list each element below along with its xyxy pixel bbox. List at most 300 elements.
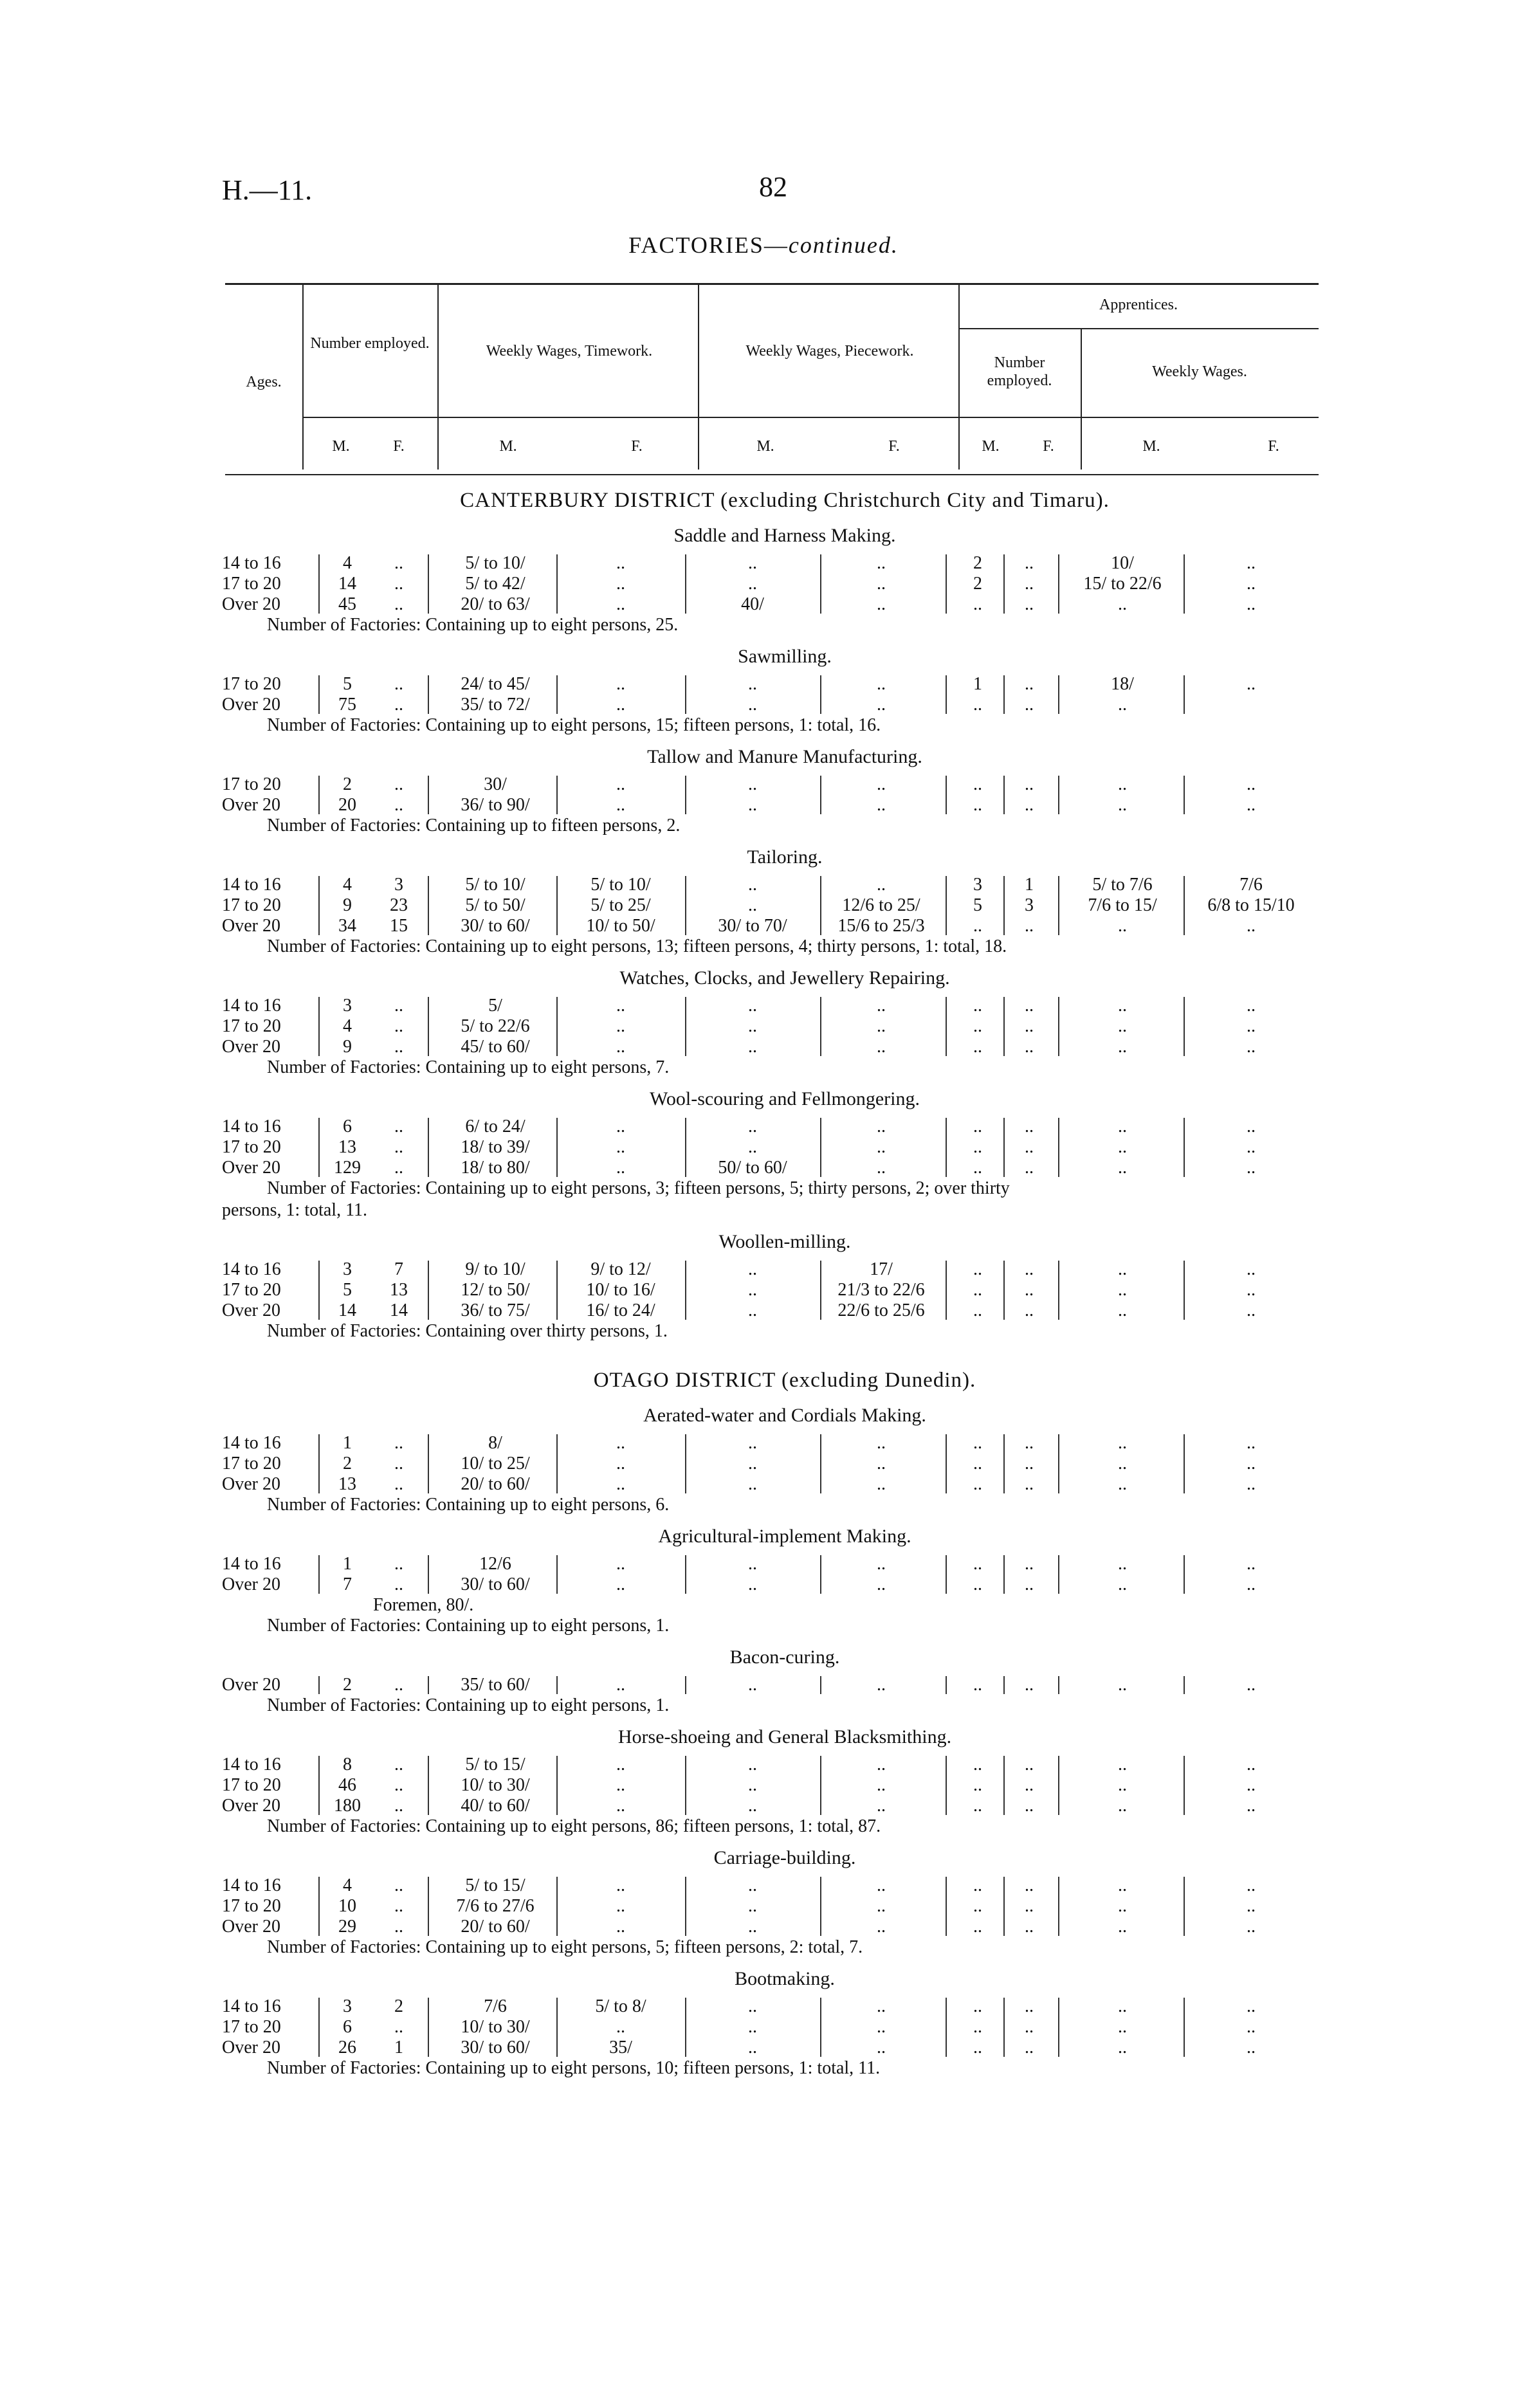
table-cell: 2 (343, 1454, 352, 1473)
col-apprentices-number: Number employed. (987, 354, 1052, 389)
table-cell: .. (1247, 1917, 1256, 1937)
table-cell: Over 20 (222, 2038, 280, 2057)
table-cell: .. (877, 2017, 886, 2037)
table-cell: .. (748, 1755, 757, 1774)
table-cell: .. (877, 1137, 886, 1157)
table-cell: .. (1118, 1158, 1127, 1178)
table-row (222, 1796, 1348, 1816)
table-cell: .. (1118, 1280, 1127, 1300)
column-rule (556, 1555, 558, 1594)
column-rule (1003, 1756, 1005, 1815)
table-cell: .. (394, 594, 403, 614)
table-cell: 12/6 (479, 1554, 511, 1574)
col-ages: Ages. (246, 374, 282, 390)
table-row (222, 1917, 1348, 1937)
column-rule (318, 776, 320, 814)
column-rule (1003, 1118, 1005, 1177)
table-cell: 180 (334, 1796, 361, 1816)
table-cell: 3 (343, 996, 352, 1016)
table-cell: .. (616, 1158, 625, 1178)
header-divider (437, 283, 439, 470)
factories-note: Number of Factories: Containing up to eight persons, 6. (267, 1495, 670, 1515)
column-rule (946, 876, 947, 935)
table-cell: .. (748, 2017, 757, 2037)
col-m: M. (756, 438, 774, 455)
table-cell: .. (748, 774, 757, 794)
table-cell: .. (877, 1796, 886, 1816)
table-cell: .. (1247, 1996, 1256, 2016)
table-cell: .. (973, 1675, 982, 1695)
table-cell: 5/ to 10/ (465, 553, 526, 573)
col-m: M. (1142, 438, 1160, 455)
table-cell: .. (1025, 1259, 1034, 1279)
table-cell: 1 (343, 1554, 352, 1574)
column-rule (685, 997, 686, 1056)
table-cell: .. (1247, 1775, 1256, 1795)
column-rule (1184, 776, 1185, 814)
table-cell: .. (1025, 1474, 1034, 1494)
table-cell: .. (1118, 1300, 1127, 1320)
table-cell: .. (616, 2017, 625, 2037)
column-rule (1058, 1434, 1059, 1493)
table-cell: 14 to 16 (222, 1117, 281, 1136)
col-f: F. (393, 438, 405, 455)
column-header (225, 283, 1319, 476)
table-cell: .. (877, 1574, 886, 1594)
table-cell: .. (973, 1796, 982, 1816)
table-cell: 15 (390, 916, 408, 936)
table-cell: .. (1247, 1454, 1256, 1473)
column-rule (318, 997, 320, 1056)
table-cell: 30/ to 70/ (718, 916, 787, 936)
table-cell: .. (1247, 1875, 1256, 1895)
table-cell: .. (394, 1755, 403, 1774)
table-cell: .. (1025, 1433, 1034, 1453)
table-cell: 14 (338, 1300, 356, 1320)
table-cell: .. (877, 1117, 886, 1136)
table-cell: 14 (390, 1300, 408, 1320)
table-row (222, 875, 1348, 895)
table-cell: 10/ to 16/ (586, 1280, 655, 1300)
table-cell: 18/ (1111, 674, 1134, 694)
table-cell: 3 (1025, 895, 1034, 915)
table-cell: 17 to 20 (222, 2017, 281, 2037)
column-rule (1058, 554, 1059, 614)
table-cell: 5/ to 8/ (595, 1996, 646, 2016)
table-cell: .. (1118, 1433, 1127, 1453)
table-cell: .. (1247, 1037, 1256, 1057)
table-cell: 17 to 20 (222, 1137, 281, 1157)
column-rule (685, 1434, 686, 1493)
table-cell: 14 to 16 (222, 996, 281, 1016)
table-cell: .. (394, 1796, 403, 1816)
table-cell: 1 (1025, 875, 1034, 895)
table-cell: .. (1118, 695, 1127, 715)
table-cell: .. (394, 1158, 403, 1178)
header-divider (958, 283, 960, 470)
table-cell: Over 20 (222, 1474, 280, 1494)
table-cell: Over 20 (222, 695, 280, 715)
table-cell: .. (973, 1454, 982, 1473)
table-cell: .. (1247, 916, 1256, 936)
table-cell: .. (973, 1917, 982, 1937)
column-rule (946, 997, 947, 1056)
table-cell: .. (877, 1454, 886, 1473)
table-row (222, 1574, 1348, 1595)
trade-heading: Agricultural-implement Making. (658, 1526, 911, 1547)
table-cell: .. (1118, 1917, 1127, 1937)
factories-note: Number of Factories: Containing up to eight persons, 15; fifteen persons, 1: total, 16. (267, 715, 881, 735)
table-cell: .. (394, 1574, 403, 1594)
table-cell: .. (973, 1259, 982, 1279)
column-rule (318, 1676, 320, 1694)
table-row (222, 1554, 1348, 1574)
column-rule (685, 1676, 686, 1694)
trade-heading: Sawmilling. (738, 646, 832, 667)
column-rule (1003, 1998, 1005, 2057)
table-cell: .. (394, 1896, 403, 1916)
table-cell: .. (1118, 1137, 1127, 1157)
column-rule (428, 1118, 429, 1177)
table-cell: .. (877, 1896, 886, 1916)
column-rule (428, 876, 429, 935)
table-cell: .. (1025, 1755, 1034, 1774)
column-rule (820, 1261, 821, 1320)
table-cell: 10/ (1111, 553, 1134, 573)
table-cell: 2 (973, 553, 982, 573)
table-row (222, 1037, 1348, 1057)
table-cell: .. (748, 1474, 757, 1494)
table-cell: .. (748, 795, 757, 815)
factories-note: Number of Factories: Containing up to eight persons, 86; fifteen persons, 1: total, 87. (267, 1816, 881, 1836)
table-cell: .. (1118, 1117, 1127, 1136)
table-cell: .. (877, 1016, 886, 1036)
col-f: F. (1268, 438, 1279, 455)
table-cell: .. (748, 996, 757, 1016)
table-cell: .. (394, 1675, 403, 1695)
column-rule (428, 776, 429, 814)
table-cell: .. (616, 1917, 625, 1937)
table-cell: 9/ to 12/ (590, 1259, 651, 1279)
table-cell: .. (1247, 1755, 1256, 1774)
table-cell: 12/6 to 25/ (842, 895, 920, 915)
table-cell: 35/ to 60/ (461, 1675, 530, 1695)
column-rule (1003, 1676, 1005, 1694)
table-cell: .. (877, 1675, 886, 1695)
table-cell: .. (1025, 1917, 1034, 1937)
table-cell: .. (1118, 916, 1127, 936)
table-cell: .. (1025, 1137, 1034, 1157)
column-rule (946, 1261, 947, 1320)
table-cell: .. (973, 996, 982, 1016)
table-cell: 9/ to 10/ (465, 1259, 526, 1279)
table-row (222, 1675, 1348, 1695)
table-cell: .. (1118, 1896, 1127, 1916)
table-cell: 7/6 (1239, 875, 1263, 895)
column-rule (685, 1118, 686, 1177)
table-cell: 4 (343, 1875, 352, 1895)
table-cell: 6 (343, 1117, 352, 1136)
column-rule (1003, 876, 1005, 935)
table-cell: .. (1025, 2017, 1034, 2037)
table-cell: .. (748, 2038, 757, 2057)
column-rule (428, 1877, 429, 1936)
column-rule (820, 675, 821, 714)
table-row (222, 1259, 1348, 1280)
table-cell: .. (616, 1137, 625, 1157)
table-cell: 5/ to 7/6 (1092, 875, 1153, 895)
column-rule (685, 675, 686, 714)
table-cell: 24/ to 45/ (461, 674, 530, 694)
table-cell: 5/ to 15/ (465, 1755, 526, 1774)
table-cell: .. (1247, 1259, 1256, 1279)
table-row (222, 553, 1348, 574)
table-cell: .. (1118, 1259, 1127, 1279)
column-rule (946, 1877, 947, 1936)
table-cell: .. (394, 1037, 403, 1057)
table-cell: .. (616, 1755, 625, 1774)
table-cell: .. (877, 795, 886, 815)
table-cell: Over 20 (222, 1037, 280, 1057)
table-cell: .. (1025, 1300, 1034, 1320)
table-cell: 14 to 16 (222, 875, 281, 895)
column-rule (428, 1261, 429, 1320)
table-cell: .. (616, 1896, 625, 1916)
column-rule (820, 554, 821, 614)
table-cell: .. (394, 1433, 403, 1453)
column-rule (318, 1756, 320, 1815)
table-cell: 1 (973, 674, 982, 694)
table-cell: .. (748, 1896, 757, 1916)
table-cell: 20/ to 60/ (461, 1917, 530, 1937)
table-cell: .. (1247, 553, 1256, 573)
table-cell: 5/ to 10/ (465, 875, 526, 895)
table-cell: 20/ to 63/ (461, 594, 530, 614)
table-row (222, 1016, 1348, 1037)
factories-note: Number of Factories: Containing up to fifteen persons, 2. (267, 816, 681, 835)
table-cell: .. (1247, 774, 1256, 794)
column-rule (1058, 675, 1059, 714)
table-cell: .. (973, 2038, 982, 2057)
column-rule (820, 997, 821, 1056)
table-row (222, 795, 1348, 816)
table-cell: .. (1247, 2038, 1256, 2057)
column-rule (685, 554, 686, 614)
column-rule (318, 1261, 320, 1320)
table-cell: 18/ to 39/ (461, 1137, 530, 1157)
column-rule (428, 554, 429, 614)
column-rule (556, 1676, 558, 1694)
table-cell: .. (1118, 1755, 1127, 1774)
table-cell: 8/ (488, 1433, 502, 1453)
table-row (222, 1280, 1348, 1300)
column-rule (318, 1434, 320, 1493)
table-row (222, 1433, 1348, 1454)
table-cell: .. (748, 695, 757, 715)
column-rule (685, 1998, 686, 2057)
table-cell: .. (1118, 1675, 1127, 1695)
table-cell: .. (1247, 2017, 1256, 2037)
table-cell: .. (394, 1474, 403, 1494)
column-rule (685, 1261, 686, 1320)
column-rule (946, 1118, 947, 1177)
table-cell: 17/ (870, 1259, 893, 1279)
table-cell: 45 (338, 594, 356, 614)
trade-heading: Tailoring. (747, 846, 823, 868)
table-cell: .. (1118, 1796, 1127, 1816)
table-cell: .. (877, 674, 886, 694)
table-row (222, 574, 1348, 594)
table-cell: 10/ to 50/ (586, 916, 655, 936)
table-cell: .. (973, 1158, 982, 1178)
table-cell: .. (1118, 1454, 1127, 1473)
column-rule (820, 1434, 821, 1493)
table-row (222, 774, 1348, 795)
table-cell: 1 (343, 1433, 352, 1453)
table-cell: 9 (343, 1037, 352, 1057)
col-f: F. (631, 438, 643, 455)
column-rule (428, 1676, 429, 1694)
table-cell: .. (748, 674, 757, 694)
table-row (222, 1474, 1348, 1495)
table-cell: .. (1025, 1117, 1034, 1136)
table-cell: .. (1118, 1474, 1127, 1494)
table-cell: .. (973, 1433, 982, 1453)
table-cell: .. (877, 996, 886, 1016)
header-top-rule (225, 283, 1319, 285)
column-rule (820, 1676, 821, 1694)
column-rule (1184, 1676, 1185, 1694)
table-cell: .. (748, 1117, 757, 1136)
table-cell: 4 (343, 553, 352, 573)
table-cell: 75 (338, 695, 356, 715)
factories-note: Number of Factories: Containing up to eight persons, 1. (267, 1695, 670, 1715)
table-cell: Over 20 (222, 1917, 280, 1937)
table-cell: 46 (338, 1775, 356, 1795)
table-cell: 7 (343, 1574, 352, 1594)
table-cell: .. (616, 1117, 625, 1136)
table-cell: Over 20 (222, 795, 280, 815)
table-cell: .. (973, 695, 982, 715)
table-cell: .. (616, 1796, 625, 1816)
table-cell: .. (1118, 1554, 1127, 1574)
table-cell: .. (1025, 553, 1034, 573)
col-f: F. (1043, 438, 1054, 455)
table-cell: 35/ to 72/ (461, 695, 530, 715)
page-title (0, 232, 1527, 259)
table-cell: .. (394, 1137, 403, 1157)
table-cell: .. (1025, 1280, 1034, 1300)
table-cell: .. (616, 1433, 625, 1453)
column-rule (556, 997, 558, 1056)
trade-heading: Carriage-building. (713, 1847, 856, 1868)
table-cell: 17 to 20 (222, 674, 281, 694)
trade-heading: Watches, Clocks, and Jewellery Repairing. (619, 967, 950, 989)
table-cell: 23 (390, 895, 408, 915)
table-cell: .. (394, 674, 403, 694)
column-rule (428, 1756, 429, 1815)
table-cell: Over 20 (222, 1300, 280, 1320)
table-cell: .. (877, 553, 886, 573)
table-cell: .. (394, 1917, 403, 1937)
table-cell: .. (1118, 1775, 1127, 1795)
column-rule (820, 1877, 821, 1936)
column-rule (556, 876, 558, 935)
table-cell: .. (1025, 996, 1034, 1016)
table-cell: .. (394, 553, 403, 573)
table-cell: 17 to 20 (222, 1016, 281, 1036)
column-rule (685, 876, 686, 935)
table-cell: .. (1025, 674, 1034, 694)
table-cell: .. (616, 1775, 625, 1795)
column-rule (946, 1434, 947, 1493)
column-rule (428, 1434, 429, 1493)
table-cell: .. (973, 1280, 982, 1300)
table-cell: .. (616, 1474, 625, 1494)
column-rule (946, 675, 947, 714)
page-reference: H.—11. (222, 174, 313, 206)
column-rule (318, 1998, 320, 2057)
column-rule (1003, 776, 1005, 814)
table-cell: .. (394, 795, 403, 815)
column-rule (318, 554, 320, 614)
table-row (222, 996, 1348, 1016)
column-rule (1003, 1261, 1005, 1320)
table-cell: 29 (338, 1917, 356, 1937)
table-row (222, 674, 1348, 695)
column-rule (1184, 1434, 1185, 1493)
table-cell: 17 to 20 (222, 895, 281, 915)
column-rule (1184, 997, 1185, 1056)
table-cell: 26 (338, 2038, 356, 2057)
column-rule (1184, 1998, 1185, 2057)
header-bottom-rule (225, 474, 1319, 475)
table-row (222, 695, 1348, 715)
factories-note: Number of Factories: Containing up to eight persons, 1. (267, 1616, 670, 1636)
column-rule (1184, 876, 1185, 935)
table-cell: 36/ to 75/ (461, 1300, 530, 1320)
trade-heading: Aerated-water and Cordials Making. (643, 1405, 926, 1426)
table-cell: 10/ to 25/ (461, 1454, 530, 1473)
table-cell: .. (877, 1554, 886, 1574)
column-rule (685, 1555, 686, 1594)
table-cell: .. (1247, 1474, 1256, 1494)
table-cell: 15/6 to 25/3 (837, 916, 925, 936)
table-cell: .. (1025, 774, 1034, 794)
table-cell: .. (394, 2017, 403, 2037)
table-cell: .. (748, 1037, 757, 1057)
table-cell: .. (973, 774, 982, 794)
table-cell: 7/6 to 15/ (1088, 895, 1157, 915)
factories-note: Number of Factories: Containing up to eight persons, 13; fifteen persons, 4; thirty persons, 1: total, 18. (267, 936, 1007, 956)
column-rule (685, 776, 686, 814)
table-cell: 40/ to 60/ (461, 1796, 530, 1816)
column-rule (820, 1998, 821, 2057)
table-cell: 30/ to 60/ (461, 2038, 530, 2057)
table-cell: 13 (390, 1280, 408, 1300)
district-heading: CANTERBURY DISTRICT (excluding Christchurch City and Timaru). (460, 489, 1110, 512)
table-cell: .. (1025, 916, 1034, 936)
column-rule (946, 1998, 947, 2057)
table-cell: .. (616, 774, 625, 794)
table-cell: 6/8 to 15/10 (1207, 895, 1295, 915)
table-cell: .. (877, 2038, 886, 2057)
column-rule (946, 554, 947, 614)
table-cell: .. (748, 1775, 757, 1795)
table-cell: .. (877, 774, 886, 794)
table-cell: 1 (394, 2038, 403, 2057)
table-cell: 17 to 20 (222, 1280, 281, 1300)
